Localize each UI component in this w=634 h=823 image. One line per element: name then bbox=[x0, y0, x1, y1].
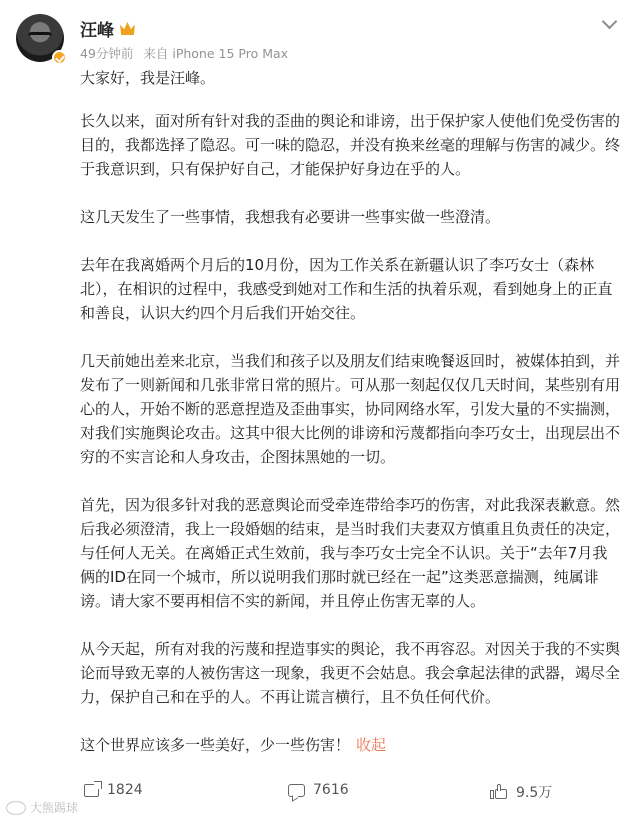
more-button[interactable] bbox=[598, 16, 618, 32]
post-paragraph: 这几天发生了一些事情，我想我有必要讲一些事实做一些澄清。 bbox=[80, 208, 501, 226]
user-name-row[interactable] bbox=[80, 16, 135, 41]
collapse-link[interactable]: 收起 bbox=[356, 736, 387, 754]
post-paragraph: 去年在我离婚两个月后的10月份，因为工作关系在新疆认识了李巧女士（森林北），在相识的过程中，我感受到她对工作和生活的执着乐观，看到她身上的正直和善良，认识大约四个月后我们开始交往。 bbox=[80, 256, 613, 322]
post-paragraph: 长久以来，面对所有针对我的歪曲的舆论和诽谤，出于保护家人使他们免受伤害的目的，我都选择了隐忍。可一味的隐忍，并没有换来丝毫的理解与伤害的减少。终于我意识到，只有保护好自己，才能保护好身边在乎的人。 bbox=[80, 112, 621, 178]
share-button[interactable] bbox=[84, 782, 143, 798]
like-icon bbox=[490, 784, 508, 800]
post-header bbox=[16, 14, 618, 66]
post-paragraph: 首先，因为很多针对我的恶意舆论而受牵连带给李巧的伤害，对此我深表歉意。然后我必须澄清，我上一段婚姻的结束，是当时我们夫妻双方慎重且负责任的决定，与任何人无关。在离婚正式生效前，我与李巧女士完全不认识。关于“去年7月我俩的ID在同一个城市，所以说明我们那时就已经在一起”这类恶意揣测，纯属诽谤。请大家不要再相信不实的新闻，并且停止伤害无辜的人。 bbox=[80, 496, 621, 610]
share-icon bbox=[84, 784, 99, 797]
like-count: 9.5万 bbox=[516, 785, 553, 801]
comment-icon bbox=[288, 784, 305, 797]
watermark-text: 大熊踢球 bbox=[30, 801, 79, 815]
post-time: 49分钟前 bbox=[80, 46, 134, 61]
post-source: 来自 iPhone 15 Pro Max bbox=[143, 46, 289, 61]
post-paragraph: 从今天起，所有对我的污蔑和捏造事实的舆论，我不再容忍。对因关于我的不实舆论而导致无辜的人被伤害这一现象，我更不会姑息。我会拿起法律的武器，竭尽全力，保护自己和在乎的人。不再让谎言横行，且不负任何代价。 bbox=[80, 640, 621, 706]
last-paragraph-text: 这个世界应该多一些美好，少一些伤害！ bbox=[80, 736, 351, 754]
chevron-down-icon bbox=[602, 14, 618, 30]
comment-count: 7616 bbox=[313, 782, 349, 798]
action-bar bbox=[0, 779, 634, 809]
post-paragraph-last bbox=[80, 733, 620, 757]
user-name[interactable]: 汪峰 bbox=[80, 21, 114, 41]
post-paragraph: 大家好，我是汪峰。 bbox=[80, 69, 216, 87]
watermark-logo-icon bbox=[6, 801, 26, 815]
crown-icon bbox=[120, 22, 135, 35]
post-meta bbox=[80, 44, 288, 62]
comment-button[interactable] bbox=[288, 782, 349, 798]
avatar-glasses bbox=[28, 32, 52, 42]
share-count: 1824 bbox=[107, 782, 143, 798]
post-content bbox=[80, 66, 620, 781]
like-button[interactable] bbox=[490, 782, 552, 802]
watermark bbox=[6, 799, 78, 816]
post-paragraph: 几天前她出差来北京，当我们和孩子以及朋友们结束晚餐返回时，被媒体拍到，并发布了一则新闻和几张非常日常的照片。可从那一刻起仅仅几天时间，某些别有用心的人，开始不断的恶意捏造及歪曲事实，协同网络水军，引发大量的不实揣测，对我们实施舆论攻击。这其中很大比例的诽谤和污蔑都指向李巧女士，出现层出不穷的不实言论和人身攻击，企图抹黑她的一切。 bbox=[80, 352, 621, 466]
verified-badge-icon bbox=[52, 50, 67, 65]
